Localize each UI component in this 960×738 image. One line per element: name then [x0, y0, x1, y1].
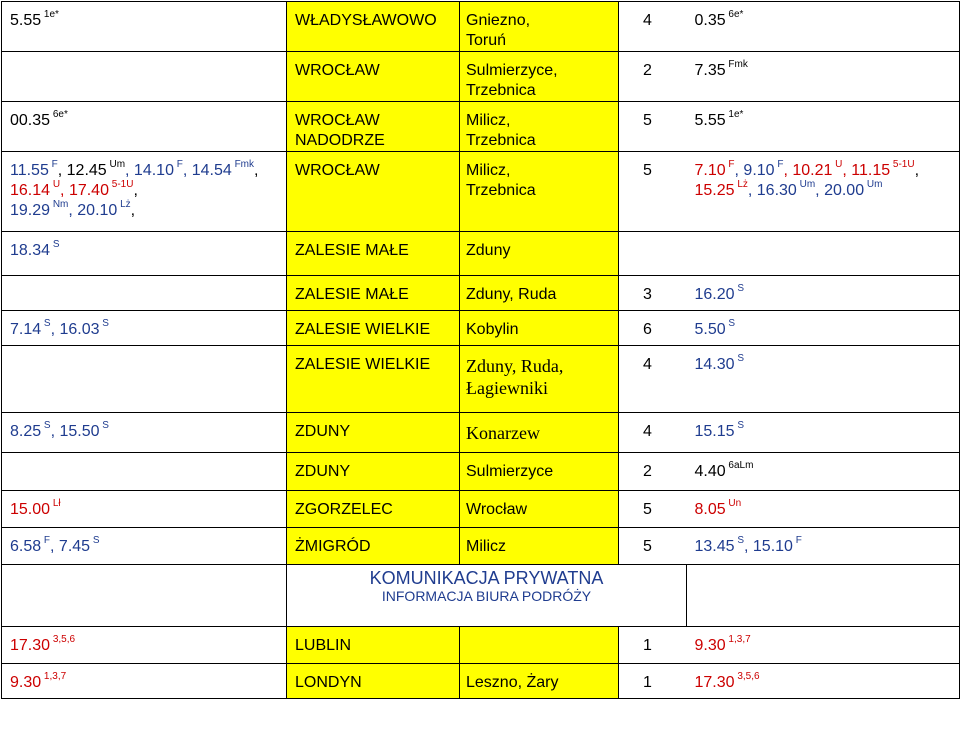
- time-value: 4.40: [694, 463, 726, 480]
- time-annotation: 1,3,7: [725, 633, 751, 645]
- return-cell: [687, 52, 960, 102]
- via-stop: Trzebnica: [466, 182, 536, 199]
- destination-cell: [287, 491, 460, 528]
- time-annotation: S: [41, 419, 51, 431]
- count-cell: [619, 232, 687, 276]
- time-annotation: Fmk: [231, 158, 255, 170]
- time-value: 6.58: [10, 538, 42, 555]
- departures-cell: [2, 664, 287, 699]
- destination-city: ŻMIGRÓD: [295, 538, 371, 555]
- departure-times: [10, 317, 109, 338]
- destination-city: WROCŁAW NADODRZE: [295, 112, 385, 149]
- return-times: [694, 670, 760, 691]
- departures-cell: [2, 528, 287, 565]
- via-stop: Zduny, Ruda,: [466, 356, 564, 376]
- time-value: ,: [133, 182, 138, 199]
- via-stop: Milicz: [466, 538, 506, 555]
- destination-city: LUBLIN: [295, 637, 352, 654]
- return-cell: [687, 491, 960, 528]
- time-value: , 14.54: [182, 162, 232, 179]
- destination-cell: [287, 102, 460, 152]
- departures-cell: [2, 413, 287, 453]
- via-cell: [460, 2, 619, 52]
- time-value: 5.55: [694, 112, 726, 129]
- time-annotation: Um: [106, 158, 126, 170]
- table-row: [2, 102, 960, 152]
- departures-cell: [2, 311, 287, 346]
- departure-times: [10, 497, 61, 518]
- departure-times: [10, 108, 68, 129]
- table-row: [2, 232, 960, 276]
- time-annotation: 1,3,7: [41, 670, 67, 682]
- time-value: , 20.10: [68, 202, 118, 219]
- time-value: 7.14: [10, 321, 42, 338]
- time-value: 15.25: [694, 182, 735, 199]
- return-times: [694, 419, 745, 440]
- table-row: [2, 664, 960, 699]
- time-annotation: 6e*: [50, 108, 68, 120]
- time-value: 7.35: [694, 62, 726, 79]
- time-value: ,: [914, 162, 920, 179]
- time-annotation: 5-1U: [890, 158, 915, 170]
- via-cell: [460, 664, 619, 699]
- via-stop: Milicz,: [466, 112, 511, 129]
- time-value: 16.20: [694, 286, 735, 303]
- destination-city: ZALESIE MAŁE: [295, 242, 409, 259]
- time-value: 8.05: [694, 501, 726, 518]
- time-value: 16.14: [10, 182, 51, 199]
- via-cell: [460, 52, 619, 102]
- time-annotation: S: [99, 317, 109, 329]
- time-annotation: F: [173, 158, 183, 170]
- destination-cell: [287, 276, 460, 311]
- return-cell: [687, 2, 960, 52]
- return-cell: [687, 346, 960, 413]
- time-value: 17.30: [694, 674, 735, 691]
- time-annotation: S: [725, 317, 736, 329]
- table-row: [2, 453, 960, 491]
- time-annotation: 6e*: [725, 8, 744, 20]
- via-stop: Sulmierzyce: [466, 463, 554, 480]
- time-value: 11.55: [10, 162, 49, 179]
- count-cell: [619, 413, 687, 453]
- departure-times: [10, 633, 76, 654]
- table-row: [2, 528, 960, 565]
- return-times: [694, 317, 736, 338]
- via-stop: Gniezno,: [466, 12, 531, 29]
- via-stop: Kobylin: [466, 321, 519, 338]
- via-cell: [460, 528, 619, 565]
- time-value: , 20.00: [815, 182, 865, 199]
- departures-cell: [2, 453, 287, 491]
- return-cell: [687, 664, 960, 699]
- time-value: 5.55: [10, 12, 42, 29]
- connection-count: 6: [643, 321, 652, 338]
- time-value: , 7.45: [50, 538, 91, 555]
- via-stop: Trzebnica: [466, 82, 536, 99]
- timetable: [1, 1, 960, 699]
- time-annotation: 1e*: [725, 108, 744, 120]
- destination-city: ZALESIE MAŁE: [295, 286, 409, 303]
- time-annotation: Fmk: [725, 58, 748, 70]
- via-stop: Łagiewniki: [466, 378, 548, 398]
- time-value: 13.45: [694, 538, 735, 555]
- via-stop: Zduny: [466, 242, 511, 259]
- time-annotation: Nm: [50, 198, 69, 210]
- via-cell: [460, 311, 619, 346]
- via-stop: Sulmierzyce,: [466, 62, 558, 79]
- time-annotation: F: [725, 158, 735, 170]
- destination-cell: [287, 627, 460, 664]
- count-cell: [619, 627, 687, 664]
- departure-times: [10, 419, 109, 440]
- return-times: [694, 459, 754, 480]
- departure-times: [10, 8, 59, 29]
- connection-count: 1: [643, 674, 652, 691]
- time-annotation: S: [734, 282, 744, 294]
- banner-left-cell: [2, 565, 287, 627]
- time-value: 00.35: [10, 112, 51, 129]
- return-line: [694, 158, 960, 181]
- time-annotation: 3,5,6: [50, 633, 76, 645]
- time-annotation: U: [50, 178, 61, 190]
- return-cell: [687, 152, 960, 232]
- time-annotation: S: [734, 352, 744, 364]
- time-annotation: 1e*: [41, 8, 59, 20]
- destination-cell: [287, 232, 460, 276]
- departure-times: [10, 238, 60, 259]
- via-cell: [460, 627, 619, 664]
- departures-cell: [2, 491, 287, 528]
- destination-cell: [287, 453, 460, 491]
- via-cell: [460, 413, 619, 453]
- return-cell: [687, 232, 960, 276]
- time-annotation: F: [792, 534, 802, 546]
- departures-cell: [2, 232, 287, 276]
- via-cell: [460, 276, 619, 311]
- timetable-body: [2, 2, 960, 699]
- destination-city: WROCŁAW: [295, 162, 380, 179]
- time-value: , 16.30: [747, 182, 797, 199]
- time-value: 15.00: [10, 501, 51, 518]
- destination-city: ZDUNY: [295, 463, 351, 480]
- time-annotation: 3,5,6: [734, 670, 760, 682]
- destination-cell: [287, 152, 460, 232]
- time-annotation: S: [99, 419, 109, 431]
- time-value: , 12.45: [57, 162, 107, 179]
- time-value: 14.30: [694, 356, 735, 373]
- via-cell: [460, 453, 619, 491]
- via-stop: Konarzew: [466, 423, 540, 443]
- count-cell: [619, 2, 687, 52]
- return-cell: [687, 453, 960, 491]
- time-value: 7.10: [694, 162, 726, 179]
- time-annotation: 5-1U: [108, 178, 134, 190]
- return-cell: [687, 528, 960, 565]
- table-row: [2, 491, 960, 528]
- departure-line: [10, 158, 286, 181]
- time-annotation: Um: [864, 178, 883, 190]
- time-value: 17.30: [10, 637, 51, 654]
- connection-count: 4: [643, 423, 652, 440]
- banner-right-cell: [687, 565, 960, 627]
- table-row: [2, 2, 960, 52]
- time-value: 15.15: [694, 423, 735, 440]
- time-annotation: S: [734, 534, 744, 546]
- time-annotation: F: [41, 534, 51, 546]
- return-cell: [687, 627, 960, 664]
- departures-cell: [2, 346, 287, 413]
- time-annotation: Lż: [117, 198, 131, 210]
- time-value: 9.30: [10, 674, 42, 691]
- table-row: [2, 152, 960, 232]
- destination-cell: [287, 528, 460, 565]
- destination-city: WŁADYSŁAWOWO: [295, 12, 437, 29]
- table-row: [2, 52, 960, 102]
- time-value: , 11.15: [842, 162, 891, 179]
- destination-city: ZGORZELEC: [295, 501, 393, 518]
- via-cell: [460, 152, 619, 232]
- time-annotation: U: [832, 158, 843, 170]
- count-cell: [619, 311, 687, 346]
- table-row: [2, 627, 960, 664]
- time-value: , 15.50: [50, 423, 100, 440]
- time-value: ,: [254, 162, 259, 179]
- table-row: [2, 413, 960, 453]
- via-stop: Wrocław: [466, 501, 528, 518]
- departures-cell: [2, 102, 287, 152]
- time-annotation: 6aLm: [725, 459, 754, 471]
- return-times: [694, 58, 748, 79]
- return-times: [694, 534, 802, 555]
- destination-cell: [287, 664, 460, 699]
- departures-cell: [2, 2, 287, 52]
- table-row: [2, 311, 960, 346]
- time-value: , 16.03: [50, 321, 100, 338]
- time-annotation: F: [774, 158, 784, 170]
- connection-count: 5: [643, 501, 652, 518]
- count-cell: [619, 453, 687, 491]
- connection-count: 5: [643, 162, 652, 179]
- destination-cell: [287, 413, 460, 453]
- connection-count: 2: [643, 463, 652, 480]
- count-cell: [619, 102, 687, 152]
- departures-cell: [2, 52, 287, 102]
- time-value: 8.25: [10, 423, 42, 440]
- private-transport-banner-row: [2, 565, 960, 627]
- private-transport-banner: [287, 565, 687, 627]
- connection-count: 4: [643, 356, 652, 373]
- destination-city: ZALESIE WIELKIE: [295, 356, 431, 373]
- time-value: 5.50: [694, 321, 726, 338]
- return-times: [694, 352, 745, 373]
- departures-cell: [2, 152, 287, 232]
- return-cell: [687, 311, 960, 346]
- return-times: [694, 633, 751, 654]
- time-value: , 17.40: [60, 182, 109, 199]
- destination-city: WROCŁAW: [295, 62, 380, 79]
- time-value: 0.35: [694, 12, 726, 29]
- count-cell: [619, 491, 687, 528]
- return-line: [694, 178, 960, 201]
- time-annotation: Un: [725, 497, 742, 509]
- destination-cell: [287, 2, 460, 52]
- connection-count: 3: [643, 286, 652, 303]
- time-value: ,: [130, 202, 136, 219]
- count-cell: [619, 52, 687, 102]
- time-value: , 14.10: [125, 162, 174, 179]
- destination-city: LONDYN: [295, 674, 362, 691]
- count-cell: [619, 664, 687, 699]
- connection-count: 5: [643, 112, 652, 129]
- via-stop: Zduny, Ruda: [466, 286, 557, 303]
- return-times: [694, 8, 744, 29]
- time-annotation: Um: [796, 178, 816, 190]
- time-annotation: S: [734, 419, 744, 431]
- via-stop: Milicz,: [466, 162, 511, 179]
- time-annotation: S: [50, 238, 60, 250]
- destination-cell: [287, 311, 460, 346]
- table-row: [2, 346, 960, 413]
- via-cell: [460, 232, 619, 276]
- count-cell: [619, 346, 687, 413]
- departure-line: [10, 178, 286, 201]
- return-cell: [687, 102, 960, 152]
- connection-count: 4: [643, 12, 652, 29]
- connection-count: 5: [643, 538, 652, 555]
- via-stop: Toruń: [466, 32, 507, 49]
- banner-title: KOMUNIKACJA PRYWATNA: [369, 568, 604, 588]
- destination-cell: [287, 52, 460, 102]
- connection-count: 2: [643, 62, 652, 79]
- time-value: 19.29: [10, 202, 51, 219]
- via-cell: [460, 102, 619, 152]
- via-cell: [460, 491, 619, 528]
- departure-times: [10, 534, 100, 555]
- count-cell: [619, 528, 687, 565]
- via-stop: Trzebnica: [466, 132, 536, 149]
- return-cell: [687, 276, 960, 311]
- banner-subtitle: INFORMACJA BIURA PODRÓŻY: [381, 588, 592, 604]
- via-cell: [460, 346, 619, 413]
- via-stop: Leszno, Żary: [466, 674, 559, 691]
- return-times: [694, 497, 742, 518]
- time-annotation: S: [41, 317, 51, 329]
- count-cell: [619, 276, 687, 311]
- departures-cell: [2, 276, 287, 311]
- time-annotation: Lł: [50, 497, 61, 509]
- departure-line: [10, 198, 286, 221]
- return-times: [694, 282, 745, 303]
- departure-times: [10, 670, 67, 691]
- time-annotation: F: [48, 158, 58, 170]
- departures-cell: [2, 627, 287, 664]
- count-cell: [619, 152, 687, 232]
- destination-cell: [287, 346, 460, 413]
- table-row: [2, 276, 960, 311]
- return-cell: [687, 413, 960, 453]
- destination-city: ZALESIE WIELKIE: [295, 321, 431, 338]
- destination-city: ZDUNY: [295, 423, 351, 440]
- time-value: , 15.10: [744, 538, 793, 555]
- time-value: 18.34: [10, 242, 51, 259]
- time-value: 9.30: [694, 637, 726, 654]
- time-value: , 9.10: [734, 162, 775, 179]
- time-annotation: Lż: [734, 178, 748, 190]
- return-times: [694, 108, 744, 129]
- time-value: , 10.21: [783, 162, 833, 179]
- connection-count: 1: [643, 637, 652, 654]
- time-annotation: S: [90, 534, 100, 546]
